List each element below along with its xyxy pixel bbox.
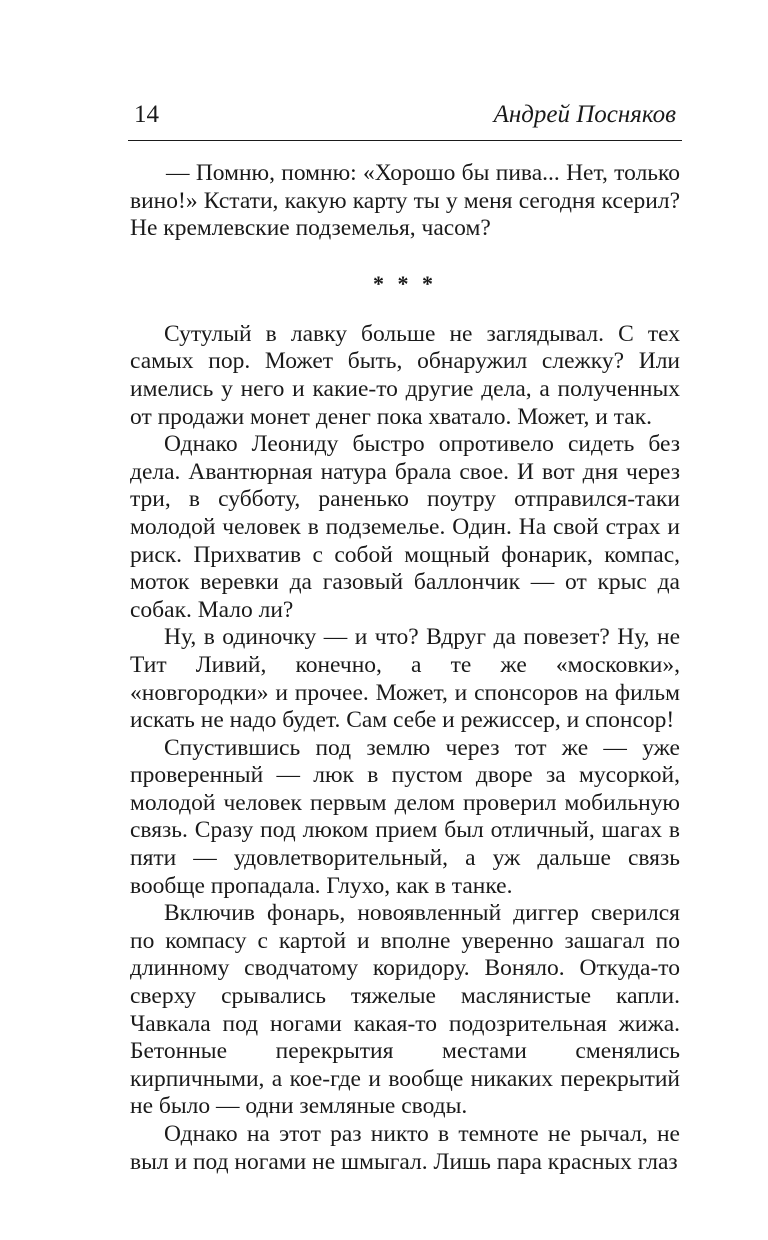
page-number: 14 — [134, 101, 159, 128]
paragraph-6: Однако на этот раз никто в темноте не рычал, не выл и под ногами не шмыгал. Лишь пара красных глаз — [130, 1121, 680, 1175]
dialogue-paragraph: — Помню, помню: «Хорошо бы пива... Нет, только вино!» Кстати, какую карту ты у меня сегодня ксерил? Не кремлевские подземелья, часом? — [130, 160, 680, 242]
paragraph-5: Включив фонарь, новоявленный диггер сверился по компасу с картой и вполне уверенно зашагал по длинному сводчатому коридору. Воняло. Откуда-то сверху срывались тяжелые маслянистые капли. Чавкала под ногами какая-то подозрительная жижа. Бетонные перекрытия местами сменялись кирпичными, а кое-где и вообще никаких перекрытий не было — одни земляные своды. — [130, 900, 680, 1120]
paragraph-4: Спустившись под землю через тот же — уже проверенный — люк в пустом дворе за мусоркой, молодой человек первым делом проверил мобильную связь. Сразу под люком прием был отличный, шагах в пяти — удовлетворительный, а уж дальше связь вообще пропадала. Глухо, как в танке. — [130, 734, 680, 899]
section-separator: * * * — [373, 270, 437, 296]
paragraph-2: Однако Леониду быстро опротивело сидеть без дела. Авантюрная натура брала свое. И вот дня через три, в субботу, раненько поутру отправился-таки молодой человек в подземелье. Один. На свой страх и риск. Прихватив с собой мощный фонарик, компас, моток веревки да газовый баллончик — от крыс да собак. Мало ли? — [130, 431, 680, 623]
running-title: Андрей Посняков — [493, 101, 676, 128]
running-head — [128, 96, 682, 141]
main-text — [130, 160, 680, 1176]
paragraph-3: Ну, в одиночку — и что? Вдруг да повезет? Ну, не Тит Ливий, конечно, а те же «московки», «новгородки» и прочее. Может, и спонсоров на фильм искать не надо будет. Сам себе и режиссер, и спонсор! — [130, 624, 680, 734]
paragraph-1: Сутулый в лавку больше не заглядывал. С тех самых пор. Может быть, обнаружил слежку? Или имелись у него и какие-то другие дела, а полученных от продажи монет денег пока хватало. Может, и так. — [130, 320, 680, 430]
